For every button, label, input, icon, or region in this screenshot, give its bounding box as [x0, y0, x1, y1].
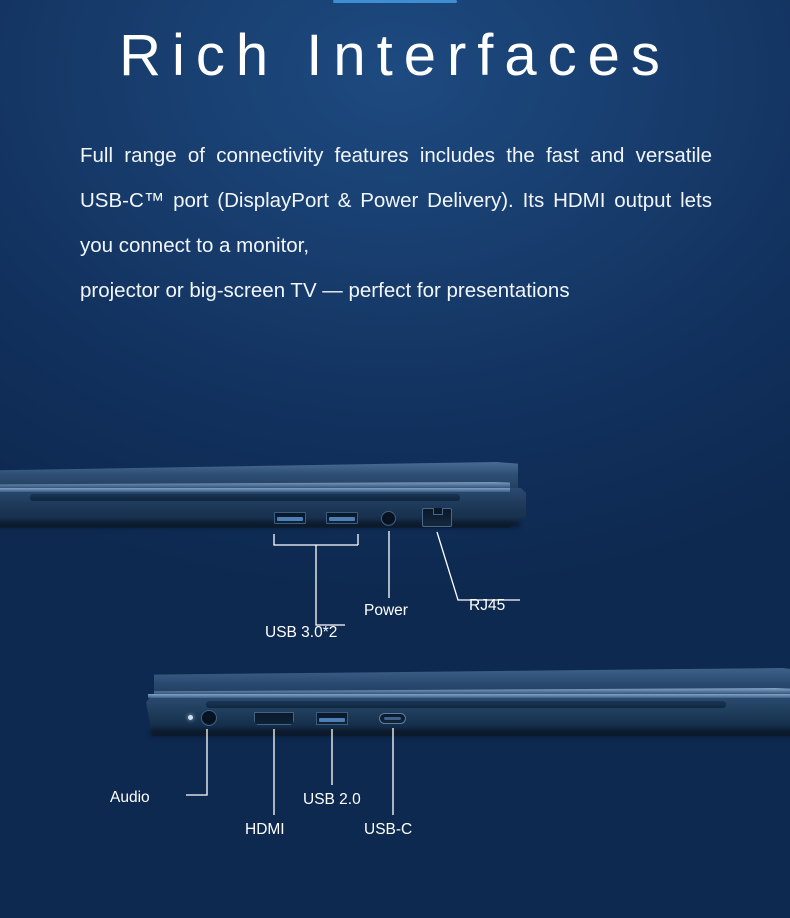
laptop-base-shadow [150, 730, 790, 739]
usb-3-port-2-icon [326, 512, 358, 524]
callout-label-usbc: USB-C [364, 821, 413, 838]
usb-3-port-1-icon [274, 512, 306, 524]
callout-label-power: Power [364, 602, 408, 619]
laptop-right-side-image [0, 462, 530, 552]
laptop-base-highlight [148, 694, 790, 698]
audio-jack-icon [201, 710, 217, 726]
power-jack-icon [381, 511, 396, 526]
usb-tongue [329, 517, 355, 521]
description-line-3: Its HDMI output lets you connect to a monitor, [80, 189, 713, 257]
description-line-4: projector or big-screen TV — perfect for presentations [80, 279, 570, 302]
laptop-vent-slot [206, 701, 726, 708]
callout-label-rj45: RJ45 [469, 597, 506, 614]
page-title: Rich Interfaces [119, 23, 671, 88]
usb-tongue [277, 517, 303, 521]
usb-c-port-icon [379, 713, 406, 724]
callout-label-hdmi: HDMI [245, 821, 285, 838]
usb-2-port-icon [316, 712, 348, 725]
description-line-1: Full range of connectivity features includes the fast and [80, 144, 625, 167]
hdmi-port-icon [254, 712, 294, 725]
laptop-left-side-image [146, 668, 790, 768]
description-paragraph [80, 133, 712, 313]
callout-label-usb3: USB 3.0*2 [265, 624, 338, 641]
leader-usb3 [316, 545, 345, 625]
description-line-2: versatile USB-C™ port (DisplayPort & Power Delivery). [80, 144, 712, 212]
laptop-vent-slot [30, 494, 460, 501]
usb-tongue [319, 718, 345, 722]
rj45-port-icon [422, 508, 452, 527]
callout-label-audio: Audio [110, 789, 150, 806]
status-led-icon [188, 715, 193, 720]
accent-rule [333, 0, 457, 3]
callout-label-usb2: USB 2.0 [303, 791, 361, 808]
laptop-base-highlight [0, 488, 510, 492]
